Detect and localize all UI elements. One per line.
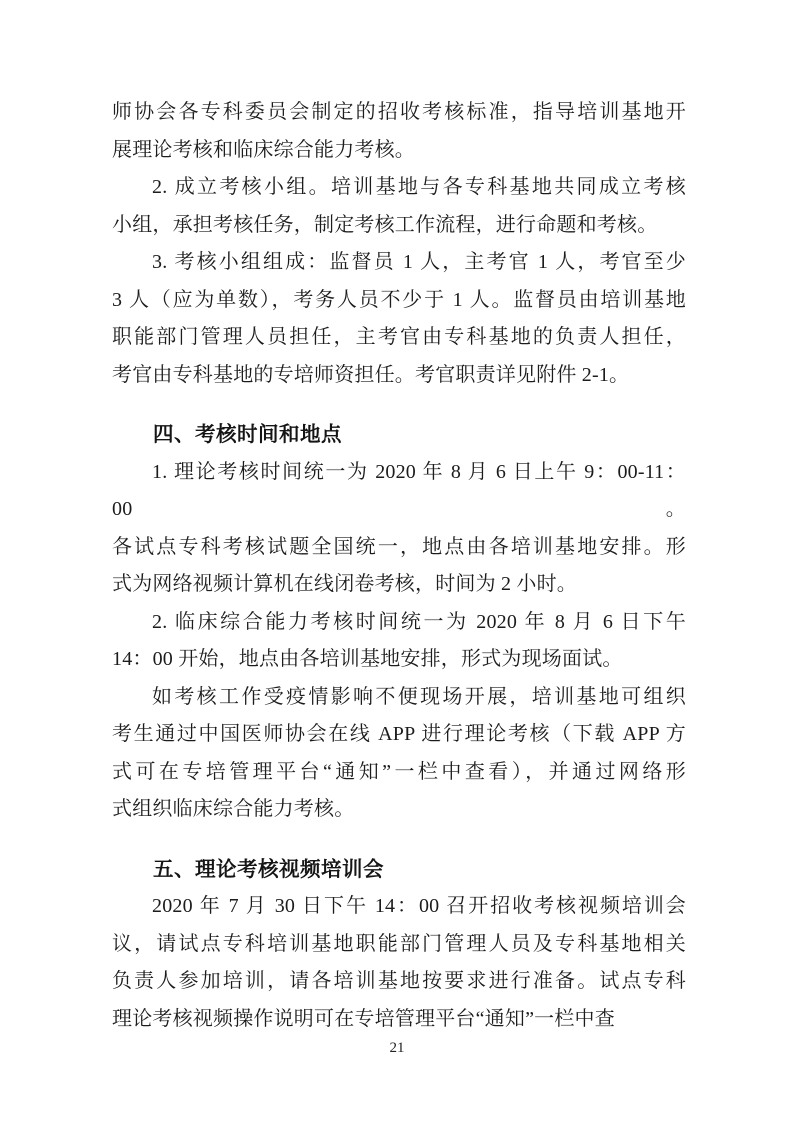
text-line: 14：00 开始，地点由各培训基地安排，形式为现场面试。 [112, 648, 623, 670]
text-line: 理论考核视频操作说明可在专培管理平台“通知”一栏中查 [112, 1007, 615, 1030]
paragraph [112, 94, 686, 169]
text-line: 议，请试点专科培训基地职能部门管理人员及专科基地相关 [112, 932, 686, 955]
text-line: 2. 成立考核小组。培训基地与各专科基地共同成立考核 [152, 176, 686, 198]
text-line: 2020 年 7 月 30 日下午 14：00 召开招收考核视频培训会 [152, 895, 686, 917]
paragraph [112, 244, 686, 394]
text-line: 2. 临床综合能力考核时间统一为 2020 年 8 月 6 日下午 [152, 610, 686, 633]
page-number: 21 [389, 1040, 405, 1056]
text-line: 师协会各专科委员会制定的招收考核标准，指导培训基地开 [112, 101, 686, 123]
text-line: 四、考核时间和地点 [153, 423, 342, 446]
paragraph [112, 679, 686, 829]
paragraph [112, 454, 686, 604]
section-heading [112, 851, 686, 889]
text-line: 职能部门管理人员担任，主考官由专科基地的负责人担任， [112, 326, 686, 348]
text-line: 式为网络视频计算机在线闭卷考核，时间为 2 小时。 [112, 573, 577, 595]
text-line: 五、理论考核视频培训会 [153, 857, 384, 881]
text-line: 如考核工作受疫情影响不便现场开展，培训基地可组织 [152, 685, 686, 708]
text-line: 各试点专科考核试题全国统一，地点由各培训基地安排。形 [112, 535, 686, 558]
section-heading [112, 416, 686, 454]
text-line: 3 人（应为单数），考务人员不少于 1 人。监督员由培训基地 [112, 288, 686, 311]
text-line: 3. 考核小组组成：监督员 1 人，主考官 1 人，考官至少 [152, 251, 686, 273]
text-line: 式组织临床综合能力考核。 [112, 798, 355, 820]
paragraph [112, 169, 686, 244]
text-line: 考官由专科基地的专培师资担任。考官职责详见附件 2-1。 [112, 363, 630, 386]
paragraph [112, 888, 686, 1038]
body-text [112, 94, 686, 1038]
text-line: 式可在专培管理平台“通知”一栏中查看），并通过网络形 [112, 760, 686, 783]
text-line: 小组，承担考核任务，制定考核工作流程，进行命题和考核。 [112, 213, 658, 236]
text-line: 负责人参加培训，请各培训基地按要求进行准备。试点专科 [112, 970, 686, 992]
paragraph [112, 604, 686, 679]
text-line: 1. 理论考核时间统一为 2020 年 8 月 6 日上午 9：00-11：00。 [112, 460, 686, 520]
text-line: 考生通过中国医师协会在线 APP 进行理论考核（下载 APP 方 [112, 723, 686, 745]
text-line: 展理论考核和临床综合能力考核。 [112, 138, 415, 161]
